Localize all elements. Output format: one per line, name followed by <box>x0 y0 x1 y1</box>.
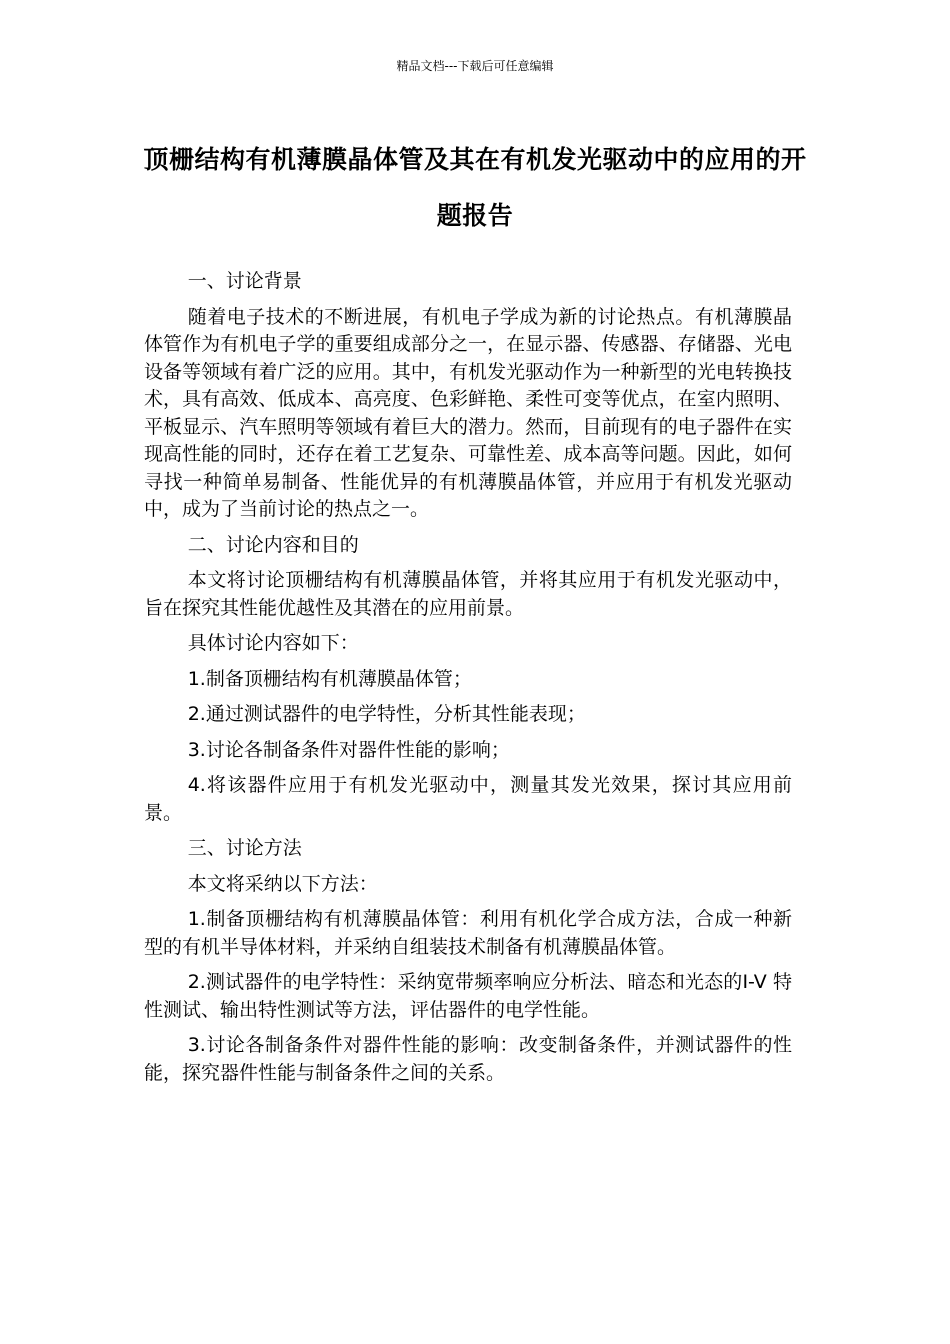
section-heading-methods: 三、讨论方法 <box>187 837 302 859</box>
document-title: 顶栅结构有机薄膜晶体管及其在有机发光驱动中的应用的开题报告 <box>143 145 807 230</box>
paragraph-content-intro: 本文将讨论顶栅结构有机薄膜晶体管，并将其应用于有机发光驱动中，旨在探究其性能优越性及其潜在的应用前景。 <box>144 569 792 619</box>
list-item-content-3: 3.讨论各制备条件对器件性能的影响； <box>187 738 510 761</box>
list-item-content-1: 1.制备顶栅结构有机薄膜晶体管； <box>187 667 472 690</box>
list-item-content-2: 2.通过测试器件的电学特性，分析其性能表现； <box>187 703 586 725</box>
header-note: 精品文档---下载后可任意编辑 <box>396 59 554 73</box>
section-heading-background: 一、讨论背景 <box>187 270 302 292</box>
list-item-method-1: 1.制备顶栅结构有机薄膜晶体管：利用有机化学合成方法，合成一种新型的有机半导体材料，并采纳自组装技术制备有机薄膜晶体管。 <box>144 908 792 958</box>
list-item-method-2: 2.测试器件的电学特性：采纳宽带频率响应分析法、暗态和光态的I-V 特性测试、输出特性测试等方法，评估器件的电学性能。 <box>144 971 792 1021</box>
list-item-method-3: 3.讨论各制备条件对器件性能的影响：改变制备条件，并测试器件的性能，探究器件性能与制备条件之间的关系。 <box>144 1034 792 1084</box>
paragraph-content-list-intro: 具体讨论内容如下： <box>187 632 359 654</box>
document-body <box>144 268 792 1095</box>
list-item-content-4: 4.将该器件应用于有机发光驱动中，测量其发光效果，探讨其应用前景。 <box>144 774 792 824</box>
paragraph-background: 随着电子技术的不断进展，有机电子学成为新的讨论热点。有机薄膜晶体管作为有机电子学的重要组成部分之一，在显示器、传感器、存储器、光电设备等领域有着广泛的应用。其中，有机发光驱动作为一种新型的光电转换技术，具有高效、低成本、高亮度、色彩鲜艳、柔性可变等优点，在室内照明、平板显示、汽车照明等领域有着巨大的潜力。然而，目前现有的电子器件在实现高性能的同时，还存在着工艺复杂、可靠性差、成本高等问题。因此，如何寻找一种简单易制备、性能优异的有机薄膜晶体管，并应用于有机发光驱动中，成为了当前讨论的热点之一。 <box>144 305 792 520</box>
section-heading-content-purpose: 二、讨论内容和目的 <box>187 533 359 556</box>
paragraph-methods-intro: 本文将采纳以下方法： <box>187 872 378 895</box>
